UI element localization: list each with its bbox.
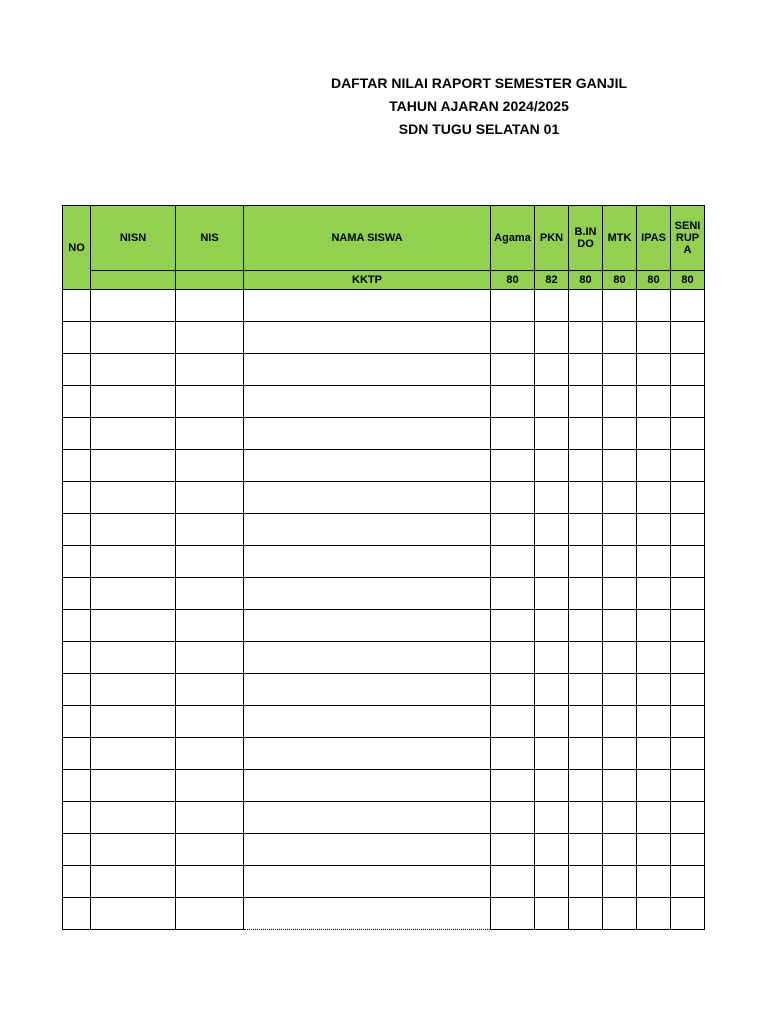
- document-title: [256, 72, 702, 141]
- kktp-row: [63, 271, 705, 290]
- cell-mtk: [603, 482, 637, 514]
- cell-bindo: [569, 322, 603, 354]
- cell-mtk: [603, 450, 637, 482]
- cell-nama: [244, 802, 491, 834]
- cell-seni-rupa: [671, 674, 705, 706]
- cell-seni-rupa: [671, 546, 705, 578]
- table-row: [63, 450, 705, 482]
- cell-mtk: [603, 674, 637, 706]
- table-row: [63, 578, 705, 610]
- cell-nisn: [91, 354, 176, 386]
- kktp-mtk: 80: [603, 271, 637, 290]
- table-row: [63, 418, 705, 450]
- cell-no: [63, 514, 91, 546]
- cell-ipas: [637, 770, 671, 802]
- title-line-3: SDN TUGU SELATAN 01: [398, 121, 560, 137]
- header-nis: NIS: [176, 206, 244, 271]
- cell-mtk: [603, 322, 637, 354]
- cell-nisn: [91, 674, 176, 706]
- cell-nama: [244, 482, 491, 514]
- cell-nama: [244, 386, 491, 418]
- cell-no: [63, 546, 91, 578]
- cell-nisn: [91, 610, 176, 642]
- cell-nama: [244, 898, 491, 930]
- cell-agama: [491, 898, 535, 930]
- cell-nis: [176, 738, 244, 770]
- cell-ipas: [637, 386, 671, 418]
- cell-nama: [244, 674, 491, 706]
- cell-nama: [244, 578, 491, 610]
- cell-ipas: [637, 514, 671, 546]
- kktp-label: KKTP: [244, 271, 491, 290]
- cell-mtk: [603, 354, 637, 386]
- cell-pkn: [535, 674, 569, 706]
- table-row: [63, 546, 705, 578]
- cell-seni-rupa: [671, 642, 705, 674]
- cell-mtk: [603, 610, 637, 642]
- cell-mtk: [603, 770, 637, 802]
- cell-pkn: [535, 514, 569, 546]
- cell-pkn: [535, 578, 569, 610]
- table-row: [63, 482, 705, 514]
- cell-ipas: [637, 322, 671, 354]
- cell-bindo: [569, 482, 603, 514]
- cell-no: [63, 418, 91, 450]
- cell-nama: [244, 546, 491, 578]
- cell-nisn: [91, 802, 176, 834]
- table-row: [63, 386, 705, 418]
- cell-nama: [244, 354, 491, 386]
- cell-pkn: [535, 386, 569, 418]
- kktp-pkn: 82: [535, 271, 569, 290]
- cell-mtk: [603, 386, 637, 418]
- cell-bindo: [569, 706, 603, 738]
- cell-bindo: [569, 610, 603, 642]
- cell-agama: [491, 802, 535, 834]
- cell-seni-rupa: [671, 706, 705, 738]
- table-row: [63, 802, 705, 834]
- cell-mtk: [603, 738, 637, 770]
- cell-nama: [244, 290, 491, 322]
- header-no: NO: [63, 206, 91, 290]
- cell-no: [63, 706, 91, 738]
- cell-nisn: [91, 898, 176, 930]
- table-row: [63, 322, 705, 354]
- cell-agama: [491, 610, 535, 642]
- cell-mtk: [603, 418, 637, 450]
- cell-nis: [176, 674, 244, 706]
- cell-no: [63, 482, 91, 514]
- cell-nama: [244, 610, 491, 642]
- cell-pkn: [535, 546, 569, 578]
- cell-agama: [491, 290, 535, 322]
- cell-ipas: [637, 738, 671, 770]
- cell-no: [63, 738, 91, 770]
- cell-nama: [244, 642, 491, 674]
- header-nisn: NISN: [91, 206, 176, 271]
- cell-pkn: [535, 738, 569, 770]
- cell-nis: [176, 514, 244, 546]
- cell-nisn: [91, 290, 176, 322]
- cell-no: [63, 450, 91, 482]
- cell-ipas: [637, 674, 671, 706]
- table-row: [63, 866, 705, 898]
- cell-nis: [176, 482, 244, 514]
- cell-nisn: [91, 866, 176, 898]
- cell-pkn: [535, 706, 569, 738]
- cell-mtk: [603, 898, 637, 930]
- cell-pkn: [535, 418, 569, 450]
- cell-nis: [176, 546, 244, 578]
- cell-no: [63, 290, 91, 322]
- kktp-seni-rupa: 80: [671, 271, 705, 290]
- cell-ipas: [637, 578, 671, 610]
- cell-ipas: [637, 290, 671, 322]
- cell-agama: [491, 354, 535, 386]
- cell-seni-rupa: [671, 418, 705, 450]
- title-line-1: DAFTAR NILAI RAPORT SEMESTER GANJIL: [330, 75, 628, 91]
- cell-bindo: [569, 354, 603, 386]
- kktp-agama: 80: [491, 271, 535, 290]
- cell-agama: [491, 834, 535, 866]
- cell-nisn: [91, 386, 176, 418]
- cell-bindo: [569, 578, 603, 610]
- cell-nisn: [91, 322, 176, 354]
- table-row: [63, 898, 705, 930]
- cell-nama: [244, 770, 491, 802]
- cell-nis: [176, 610, 244, 642]
- cell-seni-rupa: [671, 898, 705, 930]
- cell-no: [63, 642, 91, 674]
- header-mtk: MTK: [603, 206, 637, 271]
- cell-ipas: [637, 866, 671, 898]
- cell-no: [63, 834, 91, 866]
- cell-nisn: [91, 450, 176, 482]
- cell-seni-rupa: [671, 866, 705, 898]
- cell-bindo: [569, 770, 603, 802]
- cell-nis: [176, 898, 244, 930]
- cell-ipas: [637, 898, 671, 930]
- cell-agama: [491, 450, 535, 482]
- header-pkn: PKN: [535, 206, 569, 271]
- title-line-2: TAHUN AJARAN 2024/2025: [389, 98, 569, 114]
- cell-nisn: [91, 706, 176, 738]
- cell-nisn: [91, 578, 176, 610]
- cell-no: [63, 866, 91, 898]
- cell-agama: [491, 482, 535, 514]
- cell-agama: [491, 674, 535, 706]
- cell-seni-rupa: [671, 834, 705, 866]
- header-seni-rupa: SENI RUP A: [671, 206, 705, 271]
- cell-pkn: [535, 610, 569, 642]
- cell-bindo: [569, 802, 603, 834]
- cell-agama: [491, 578, 535, 610]
- cell-pkn: [535, 802, 569, 834]
- cell-bindo: [569, 834, 603, 866]
- header-row: [63, 206, 705, 271]
- cell-pkn: [535, 770, 569, 802]
- cell-bindo: [569, 514, 603, 546]
- cell-nis: [176, 322, 244, 354]
- header-agama: Agama: [491, 206, 535, 271]
- table-row: [63, 674, 705, 706]
- cell-pkn: [535, 482, 569, 514]
- cell-seni-rupa: [671, 770, 705, 802]
- cell-nisn: [91, 642, 176, 674]
- cell-no: [63, 770, 91, 802]
- cell-mtk: [603, 642, 637, 674]
- cell-nama: [244, 514, 491, 546]
- cell-ipas: [637, 418, 671, 450]
- cell-seni-rupa: [671, 354, 705, 386]
- cell-nis: [176, 386, 244, 418]
- cell-no: [63, 386, 91, 418]
- cell-nis: [176, 834, 244, 866]
- table-row: [63, 610, 705, 642]
- cell-mtk: [603, 834, 637, 866]
- table-row: [63, 642, 705, 674]
- cell-seni-rupa: [671, 578, 705, 610]
- cell-pkn: [535, 866, 569, 898]
- cell-no: [63, 610, 91, 642]
- cell-nisn: [91, 418, 176, 450]
- kktp-nis-cell: [176, 271, 244, 290]
- cell-mtk: [603, 802, 637, 834]
- cell-ipas: [637, 450, 671, 482]
- cell-nisn: [91, 482, 176, 514]
- cell-mtk: [603, 866, 637, 898]
- table-row: [63, 834, 705, 866]
- cell-pkn: [535, 290, 569, 322]
- cell-seni-rupa: [671, 386, 705, 418]
- cell-nis: [176, 450, 244, 482]
- cell-agama: [491, 642, 535, 674]
- table-row: [63, 514, 705, 546]
- header-nama-siswa: NAMA SISWA: [244, 206, 491, 271]
- table-row: [63, 290, 705, 322]
- cell-seni-rupa: [671, 482, 705, 514]
- cell-mtk: [603, 578, 637, 610]
- cell-mtk: [603, 514, 637, 546]
- cell-bindo: [569, 546, 603, 578]
- cell-pkn: [535, 834, 569, 866]
- cell-ipas: [637, 642, 671, 674]
- table-row: [63, 770, 705, 802]
- cell-pkn: [535, 450, 569, 482]
- cell-seni-rupa: [671, 802, 705, 834]
- cell-nama: [244, 322, 491, 354]
- cell-bindo: [569, 898, 603, 930]
- cell-bindo: [569, 450, 603, 482]
- cell-no: [63, 802, 91, 834]
- cell-no: [63, 578, 91, 610]
- cell-nama: [244, 738, 491, 770]
- cell-no: [63, 322, 91, 354]
- cell-nisn: [91, 738, 176, 770]
- header-bindo: B.IN DO: [569, 206, 603, 271]
- cell-nama: [244, 706, 491, 738]
- cell-pkn: [535, 642, 569, 674]
- cell-no: [63, 674, 91, 706]
- cell-nis: [176, 642, 244, 674]
- cell-bindo: [569, 290, 603, 322]
- cell-nis: [176, 802, 244, 834]
- cell-agama: [491, 546, 535, 578]
- table-row: [63, 354, 705, 386]
- cell-seni-rupa: [671, 738, 705, 770]
- cell-agama: [491, 770, 535, 802]
- cell-nis: [176, 770, 244, 802]
- cell-pkn: [535, 898, 569, 930]
- kktp-nisn-cell: [91, 271, 176, 290]
- cell-nis: [176, 290, 244, 322]
- cell-nisn: [91, 834, 176, 866]
- cell-nama: [244, 418, 491, 450]
- cell-mtk: [603, 546, 637, 578]
- cell-agama: [491, 514, 535, 546]
- table-row: [63, 738, 705, 770]
- cell-pkn: [535, 322, 569, 354]
- cell-agama: [491, 706, 535, 738]
- cell-no: [63, 898, 91, 930]
- cell-nisn: [91, 514, 176, 546]
- cell-bindo: [569, 738, 603, 770]
- table-row: [63, 706, 705, 738]
- cell-ipas: [637, 834, 671, 866]
- cell-nama: [244, 866, 491, 898]
- cell-no: [63, 354, 91, 386]
- cell-bindo: [569, 386, 603, 418]
- cell-mtk: [603, 290, 637, 322]
- header-ipas: IPAS: [637, 206, 671, 271]
- kktp-bindo: 80: [569, 271, 603, 290]
- cell-ipas: [637, 354, 671, 386]
- cell-pkn: [535, 354, 569, 386]
- cell-ipas: [637, 546, 671, 578]
- cell-seni-rupa: [671, 514, 705, 546]
- cell-nis: [176, 354, 244, 386]
- cell-bindo: [569, 866, 603, 898]
- kktp-ipas: 80: [637, 271, 671, 290]
- cell-agama: [491, 418, 535, 450]
- cell-mtk: [603, 706, 637, 738]
- cell-nama: [244, 450, 491, 482]
- cell-nama: [244, 834, 491, 866]
- cell-bindo: [569, 674, 603, 706]
- cell-nisn: [91, 770, 176, 802]
- cell-agama: [491, 322, 535, 354]
- student-rows: [63, 290, 705, 930]
- cell-seni-rupa: [671, 290, 705, 322]
- cell-ipas: [637, 802, 671, 834]
- cell-ipas: [637, 610, 671, 642]
- cell-seni-rupa: [671, 450, 705, 482]
- cell-nisn: [91, 546, 176, 578]
- cell-seni-rupa: [671, 610, 705, 642]
- cell-agama: [491, 738, 535, 770]
- cell-agama: [491, 386, 535, 418]
- cell-seni-rupa: [671, 322, 705, 354]
- cell-ipas: [637, 706, 671, 738]
- cell-bindo: [569, 418, 603, 450]
- cell-nis: [176, 578, 244, 610]
- cell-nis: [176, 418, 244, 450]
- cell-agama: [491, 866, 535, 898]
- cell-bindo: [569, 642, 603, 674]
- grades-table: [62, 205, 705, 930]
- cell-nis: [176, 866, 244, 898]
- cell-nis: [176, 706, 244, 738]
- cell-ipas: [637, 482, 671, 514]
